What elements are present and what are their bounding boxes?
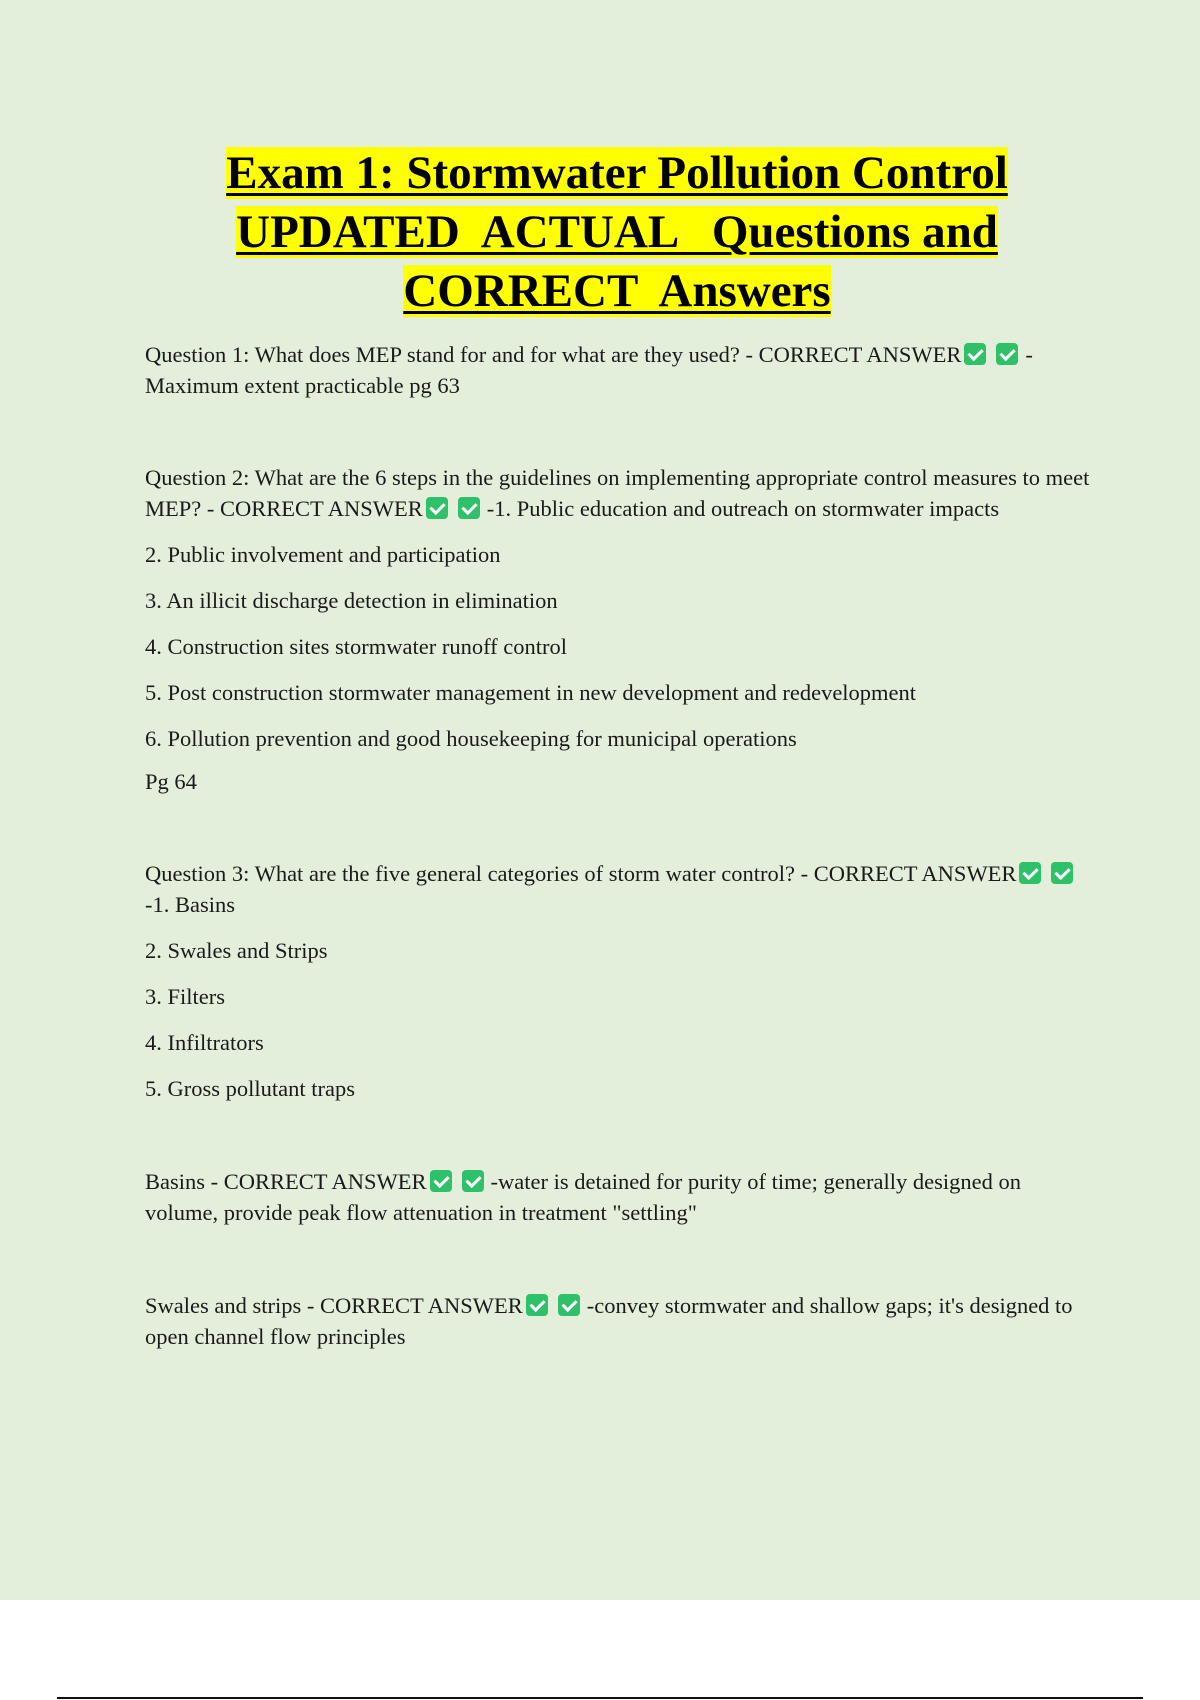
list-item: 5. Gross pollutant traps [145,1076,355,1101]
title-line-3: CORRECT Answers [403,265,831,317]
question-1-text: Question 1: What does MEP stand for and for what are they used? - CORRECT ANSWER [145,342,962,367]
basins-term: Basins - CORRECT ANSWER [145,1169,427,1194]
swales-answer: -convey stormwater and shallow gaps; it's designed to open channel flow principles [145,1293,1073,1349]
list-item: 2. Public involvement and participation [145,542,501,567]
question-2-answer: -1. Public education and outreach on stormwater impacts [486,496,1000,521]
check-box-icon [1051,862,1073,884]
list-item: 2. Swales and Strips [145,938,328,963]
footer-divider [57,1697,1143,1699]
list-item: 6. Pollution prevention and good housekeeping for municipal operations [145,726,797,751]
title-line-1: Exam 1: Stormwater Pollution Control [226,147,1008,199]
list-item: 4. Construction sites stormwater runoff control [145,634,568,659]
question-1 [145,339,1095,401]
title-line-2: UPDATED ACTUAL Questions and [236,206,998,258]
question-1-answer: -Maximum extent practicable pg 63 [145,342,1033,398]
check-box-icon [430,1170,452,1192]
check-box-icon [1019,862,1041,884]
question-2-text: Question 2: What are the 6 steps in the guidelines on implementing appropriate control measures to meet MEP? - CORRECT ANSWER [145,465,1090,521]
basins-definition [145,1166,1095,1228]
check-box-icon [458,497,480,519]
check-box-icon [426,497,448,519]
question-2 [145,462,1095,524]
check-box-icon [462,1170,484,1192]
swales-definition [145,1290,1095,1352]
document-body [145,339,1095,1352]
list-item: 3. Filters [145,984,226,1009]
check-box-icon [526,1294,548,1316]
list-item: 3. An illicit discharge detection in elimination [145,588,558,613]
check-box-icon [558,1294,580,1316]
list-item: 5. Post construction stormwater management in new development and redevelopment [145,680,917,705]
question-3-answer: -1. Basins [145,892,235,917]
question-3-text: Question 3: What are the five general categories of storm water control? - CORRECT ANSWER [145,861,1017,886]
page-reference: Pg 64 [145,769,197,794]
page-footer [0,1600,1200,1700]
document-title [0,144,1200,321]
check-box-icon [964,343,986,365]
question-3 [145,858,1095,920]
swales-term: Swales and strips - CORRECT ANSWER [145,1293,523,1318]
basins-answer: -water is detained for purity of time; generally designed on volume, provide peak flow attenuation in treatment "settling" [145,1169,1021,1225]
check-box-icon [996,343,1018,365]
list-item: 4. Infiltrators [145,1030,264,1055]
